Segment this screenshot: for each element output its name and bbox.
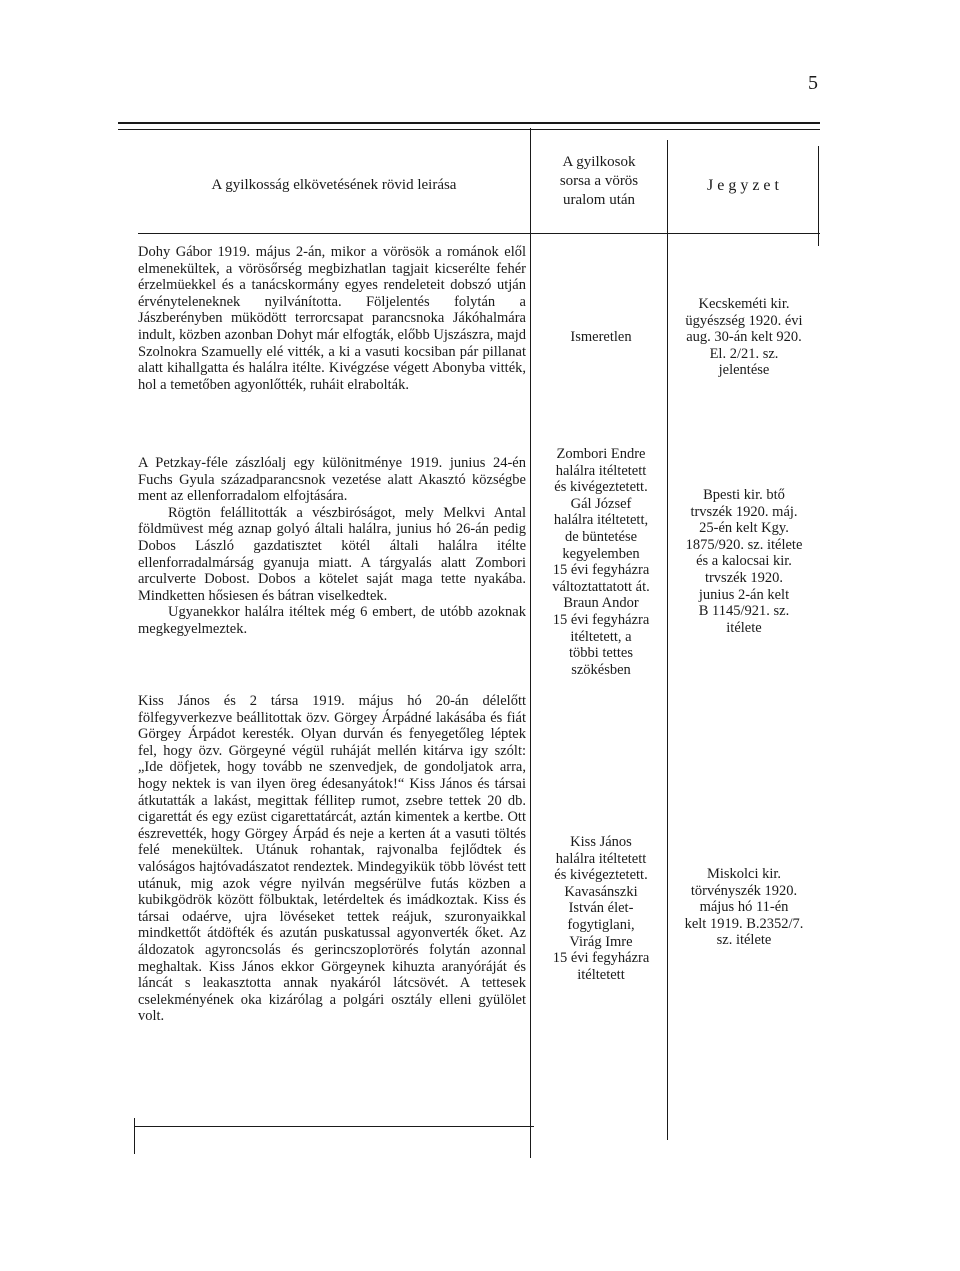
note-line: sz. itélete (716, 932, 772, 949)
fate-line: 15 évi fegyházra (552, 611, 650, 628)
note-line: Kecskeméti kir. (698, 296, 790, 312)
header-col-note: J e g y z e t (707, 177, 779, 194)
note-line: Miskolci kir. (706, 866, 782, 882)
note-line: törvényszék 1920. (690, 882, 798, 899)
entry-1-note (672, 296, 816, 379)
note-line: kelt 1919. B.2352/7. (684, 915, 804, 932)
note-line: aug. 30-án kelt 920. (686, 329, 802, 346)
note-line: május hó 11-én (699, 899, 789, 916)
column-divider-1 (530, 128, 531, 1158)
fate-line: István élet- (568, 900, 634, 917)
header-col-description: A gyilkosság elkövetésének rövid leirása (211, 177, 457, 193)
fate-line: 15 évi fegyházra (552, 562, 650, 579)
fate-line: és kivégeztetett. (554, 479, 648, 496)
entry-1-description (138, 244, 526, 393)
entry-2-description (138, 455, 526, 638)
fate-line: és kivégeztetett. (554, 867, 648, 884)
note-line: és a kalocsai kir. (696, 553, 792, 570)
fate-line: változtattatott át. (552, 578, 650, 595)
entry-2-paragraph: Rögtön felállitották a vészbiróságot, mely Melkvi Antal földmüvest még aznap golyó általi halálra, junius hó 26-án pedig Dobos László gazdatisztet kötél általi halálra itélte ellenforradalmárság gyanuja miatt. A tárgyalás alatt Zombori arculverte Dobost. Dobos a kötelet saját maga tette nyakába. Mindketten hősiesen és bátran viselkedtek. (138, 504, 526, 604)
fate-line: halálra itéltetett (555, 462, 647, 479)
entry-3-description (138, 693, 526, 1025)
note-line: trvszék 1920. (704, 569, 784, 586)
note-line: junius 2-án kelt (698, 586, 790, 603)
fate-line: Virág Imre (569, 933, 633, 950)
note-line: 1875/920. sz. itélete (685, 536, 803, 553)
fate-line: itéltetett (577, 966, 625, 983)
right-border (818, 146, 819, 246)
fate-line: Kiss János (570, 834, 632, 850)
fate-line: halálra itéltetett, (553, 512, 649, 529)
fate-line: itéltetett, a (570, 628, 632, 645)
entry-1-paragraph: Dohy Gábor 1919. május 2-án, mikor a vörösök a románok elől elmenekültek, a vörösőrség megbizhatlan tagjait kicserélte fehér érzelmüekkel és a tanácskormány egyes rendeleteit dobszó utján érvényteleneknek nyilvánította. Följelentés folytán a Jászberényben müködött terrorcsapat parancsnoka Jákóhalmára indult, közben azonban Dohyt már elfogták, előbb Ujszászra, majd Szolnokra Szamuelly elé vitték, a ki a vasuti kocsiban pár pillanat alatt kihallgatta és halálra itélte. Kivégzése végett Abonyba vitték, hol a temetőben agyonlőtték, ruháit elrabolták. (138, 244, 526, 393)
note-line: ügyészség 1920. évi (685, 312, 803, 329)
fate-line: kegyelemben (562, 545, 640, 562)
entry-2-paragraph: A Petzkay-féle zászlóalj egy különitménye 1919. junius 24-én Fuchs Gyula századparancsnok vezetése alatt Akasztó községbe ment az ellenforradalom elfojtására. (138, 455, 526, 505)
entry-3-note (672, 866, 816, 949)
fate-line: fogytiglani, (567, 916, 635, 933)
column-divider-2 (667, 140, 668, 1140)
entry-2-paragraph: Ugyanekkor halálra itéltek még 6 embert, de utóbb azoknak megkegyelmeztek. (138, 604, 526, 637)
header-fate-line: uralom után (562, 192, 636, 208)
footer-rule (134, 1126, 534, 1127)
entry-2-fate (536, 446, 666, 678)
note-line: Bpesti kir. btő (703, 487, 785, 503)
left-border (134, 1118, 135, 1154)
header-fate-line: A gyilkosok (562, 154, 636, 170)
note-line: trvszék 1920. máj. (690, 503, 798, 520)
header-fate-line: sorsa a vörös (559, 173, 639, 189)
fate-line: 15 évi fegyházra (552, 950, 650, 967)
fate-line: de büntetése (564, 528, 638, 545)
note-line: El. 2/21. sz. (709, 345, 779, 362)
table-top-rule-thin (118, 129, 820, 130)
header-bottom-rule (138, 233, 820, 234)
fate-line: Braun Andor (563, 595, 639, 612)
fate-line: szökésben (571, 661, 631, 678)
fate-line: Ismeretlen (570, 329, 632, 345)
fate-line: Zombori Endre (556, 446, 646, 462)
fate-line: többi tettes (568, 645, 634, 662)
entry-1-fate (536, 329, 666, 346)
fate-line: Gál József (570, 495, 632, 512)
fate-line: Kavasánszki (564, 883, 638, 900)
entry-3-paragraph: Kiss János és 2 társa 1919. május hó 20-án délelőtt fölfegyverkezve beállitottak özv. Görgey Árpádné lakásába és fiát Görgey Árpádot keresték. Olyan durván és fenyegetőleg léptek fel, hogy özv. Görgeyné végül ruháját mellén kitárva igy szólt: „Ide döfjetek, hogy tovább ne szenvedjek, de gondoljatok arra, hogy nektek is van ilyen öreg édesanyátok!“ Kiss János és társai átkutatták a lakást, megittak féllitер rumot, zsebre tettek 20 db. cigarettát és egy ezüst cigarettatárcát, aztán kimentek a kertbe. Ott észrevették, hogy Görgey Árpád és neje a kerten át a vasuti töltés felé menekültek. Utánuk rohantak, rajvonalba fejlődtek és valóságos hajtóvadászatot rendeztek. Mindegyikük több lövést tett utánuk, mig azok végre nyilván megsérülve futás közben a kubikgödrök között fölbuktak, letérdeltek és imádkoztak. Kiss és társai odaérve, ujra lövéseket tettek reájuk, szuronyaikkal mindkettőt átdöfték és azután puskatussal agyonverték őket. Az áldozatok agyroncsolás és gerincszoplотörés folytán azonnal meghaltak. Kiss János ekkor Görgeynek kihuzta aranyóráját és láncát s leakasztotta annak nyakáról látcsövét. A tettesek cselekményének oka kizárólag a polgári osztály elleni gyülölet volt. (138, 693, 526, 1025)
header-col-fate (532, 153, 666, 210)
note-line: 25-én kelt Kgy. (699, 520, 789, 537)
note-line: itélete (726, 619, 762, 636)
entry-3-fate (536, 834, 666, 983)
fate-line: halálra itéltetett (555, 850, 647, 867)
page-number: 5 (808, 72, 818, 94)
entry-2-note (672, 487, 816, 636)
note-line: jelentése (718, 362, 770, 379)
note-line: B 1145/921. sz. (698, 603, 790, 620)
table-top-rule (118, 122, 820, 124)
